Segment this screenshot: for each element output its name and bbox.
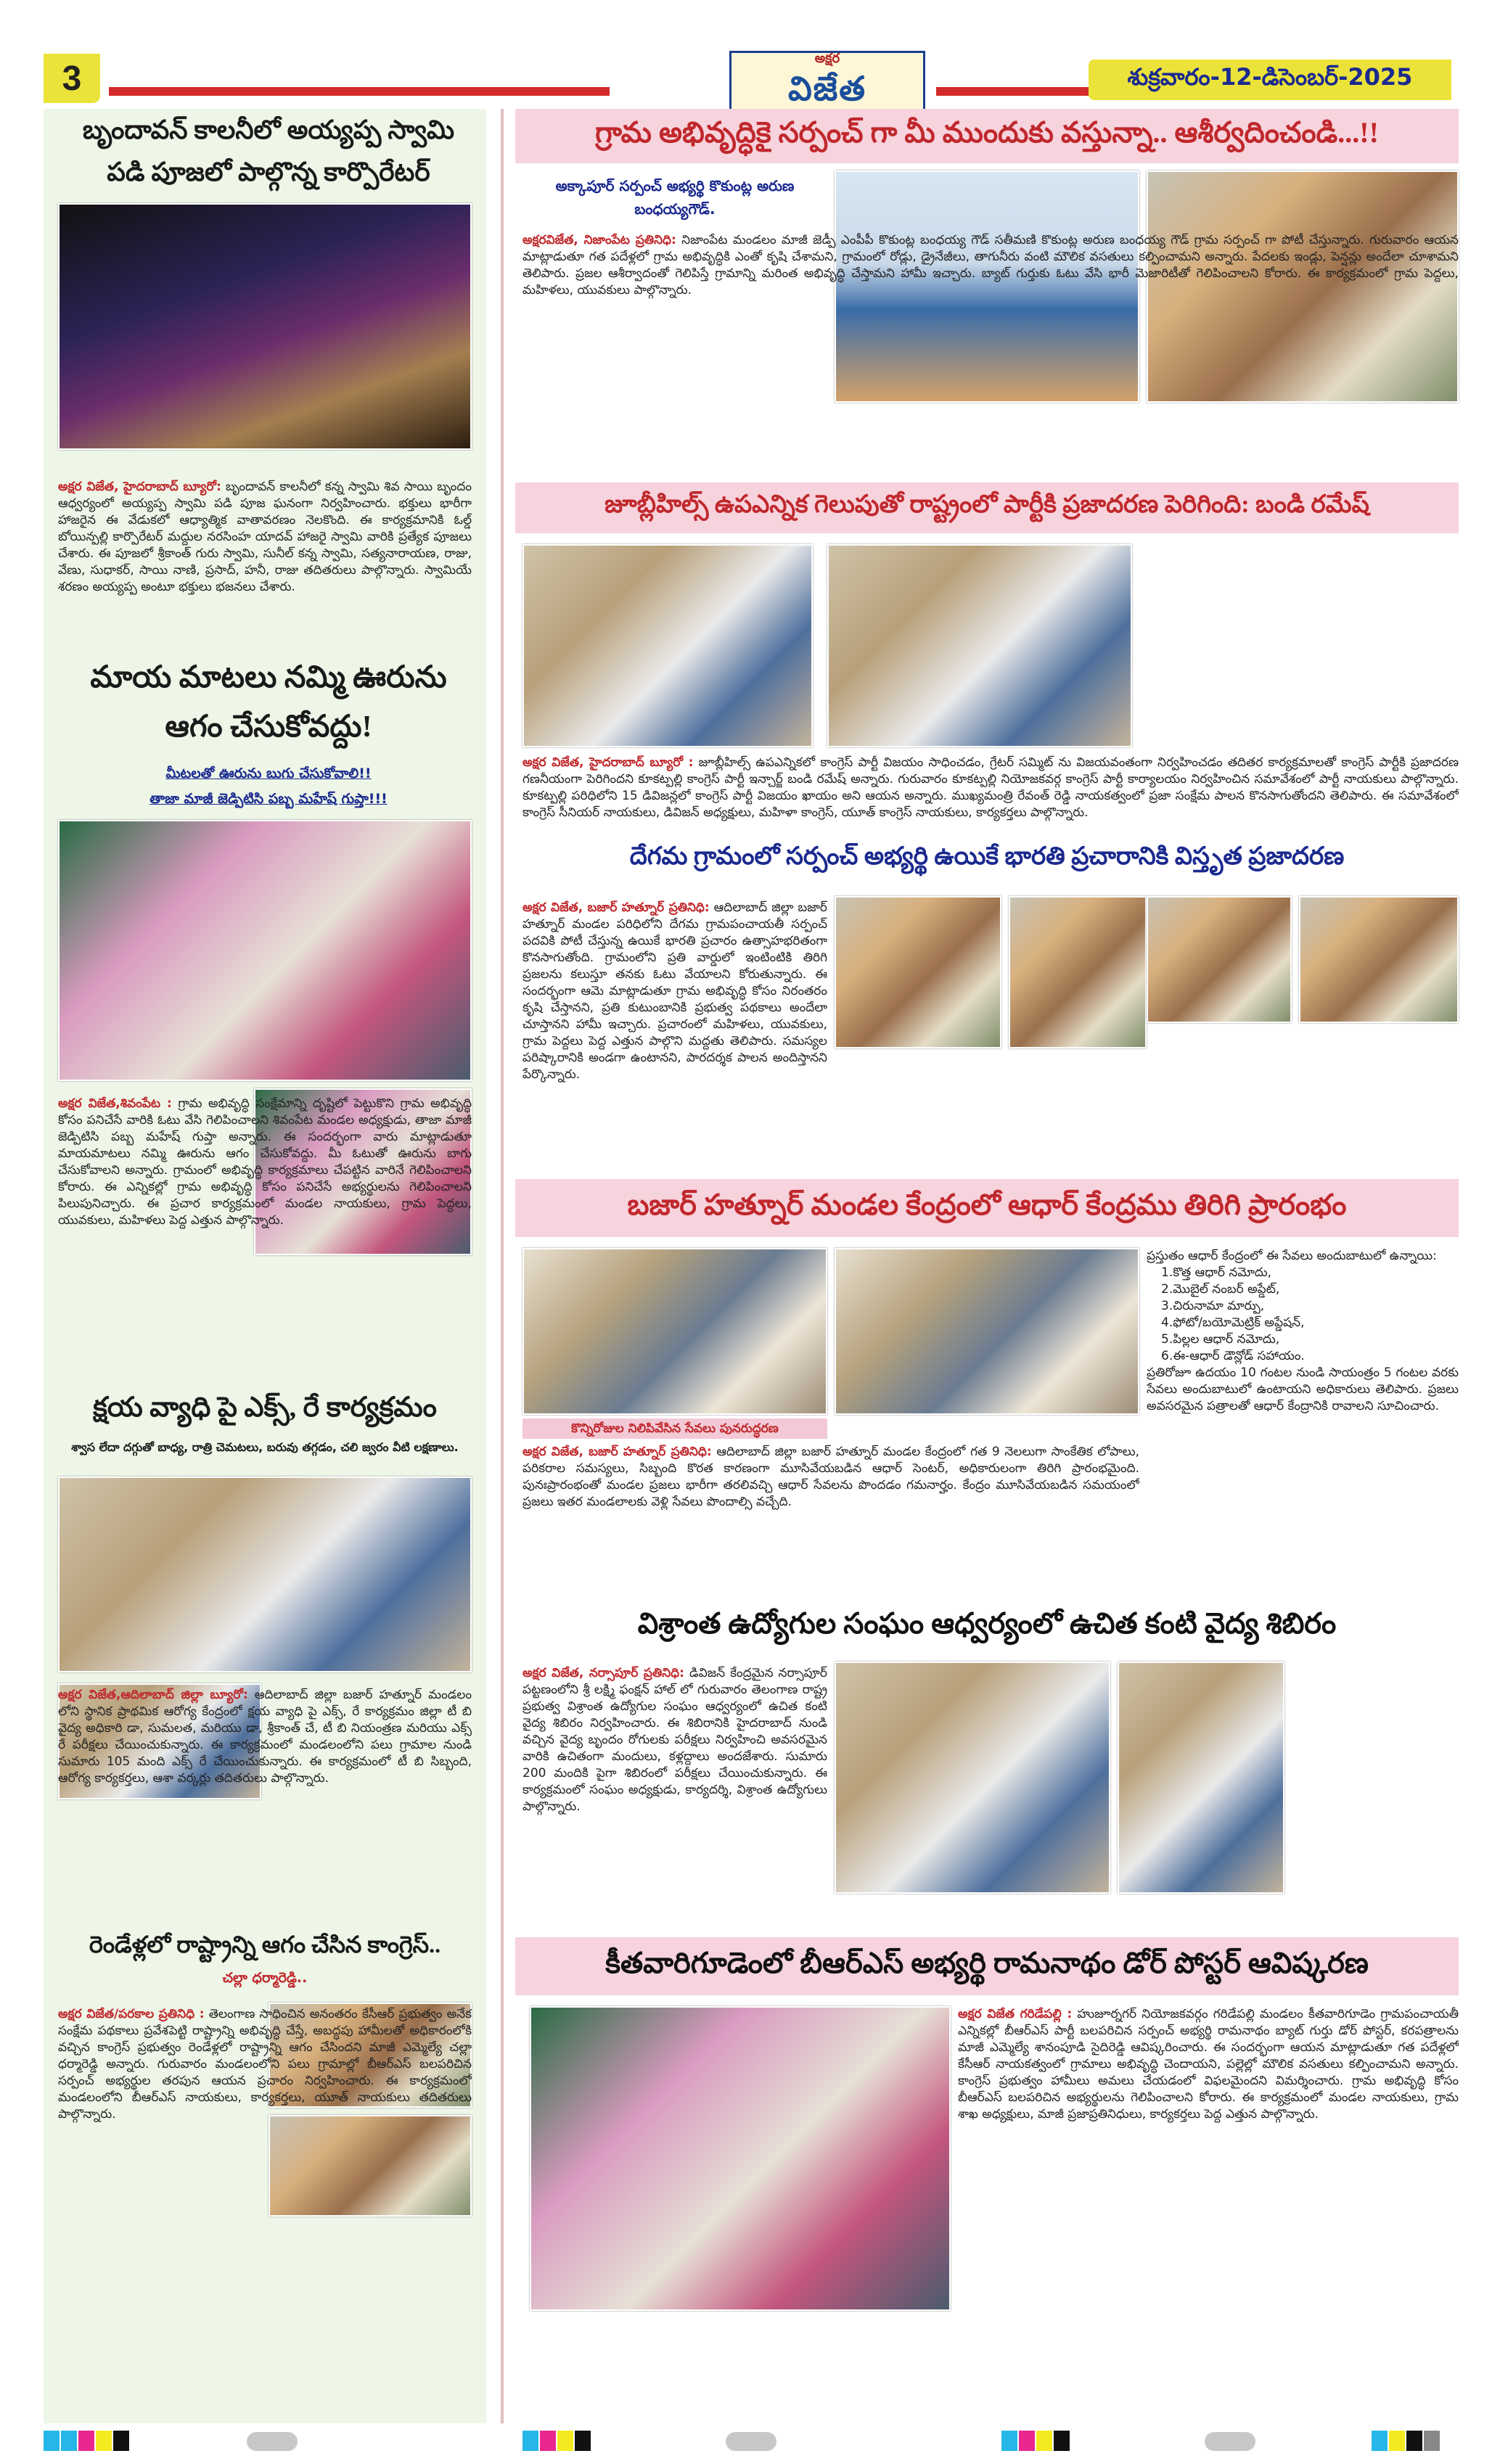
- article-1-photo: [58, 203, 472, 450]
- column-divider: [501, 109, 504, 2423]
- article-b4-text-2: ప్రతిరోజూ ఉదయం 10 గంటల నుండి సాయంత్రం 5 గంటల వరకు సేవలు అందుబాటులో ఉంటాయని అధికారులు తెలిపారు. ప్రజలు అవసరమైన పత్రాలతో ఆధార్ కేంద్రానికి రావాలని సూచించారు.: [1147, 1366, 1459, 1413]
- article-2-byline: అక్షర విజేత,శివంపేట :: [58, 1096, 172, 1111]
- article-b3-photo-2: [1009, 896, 1147, 1048]
- article-b1-byline: అక్షరవిజేత, నిజాంపేట ప్రతినిధి:: [522, 233, 676, 247]
- article-b3-title: దేగమ గ్రామంలో సర్పంచ్ అభ్యర్థి ఉయికే భారతి ప్రచారానికి విస్తృత ప్రజాదరణ: [629, 843, 1345, 870]
- article-b5-byline: అక్షర విజేత, నర్సాపూర్ ప్రతినిధి:: [522, 1666, 684, 1680]
- masthead-logo: [729, 51, 925, 116]
- article-3-subtitle: శ్వాస లేదా దగ్గుతో బాధ్య, రాత్రి చెమటలు, బరువు తగ్గడం, చలి జ్వరం వీటి లక్షణాలు.: [71, 1440, 459, 1454]
- article-2-title: మాయ మాటలు నమ్మి ఊరును ఆగం చేసుకోవద్దు!: [90, 661, 447, 744]
- article-4-subtitle: చల్లా ధర్మారెడ్డి..: [222, 1970, 308, 1986]
- article-b6-photo: [530, 2006, 951, 2311]
- article-2-subtitle-1: మీటలతో ఊరును బుగు చేసుకోవాలి!!: [165, 765, 372, 781]
- registration-pill: [247, 2432, 298, 2451]
- article-b4-title: బజార్ హత్నూర్ మండల కేంద్రంలో ఆధార్ కేంద్రము తిరిగి ప్రారంభం: [515, 1179, 1459, 1237]
- registration-swatch: [1019, 2431, 1035, 2451]
- list-item: 3.చిరునామా మార్పు,: [1161, 1299, 1265, 1313]
- article-2-body: [58, 1096, 472, 1379]
- article-1-title: బృందావన్ కాలనీలో అయ్యప్ప స్వామి పడి పూజలో పాల్గొన్న కార్పొరేటర్: [82, 115, 455, 186]
- article-2-photo-1: [58, 820, 472, 1081]
- article-4-text: తెలంగాణ సాధించిన అనంతరం కేసీఆర్ ప్రభుత్వం అనేక సంక్షేమ పథకాలు ప్రవేశపెట్టి రాష్ట్రాన్ని అభివృద్ధి చేస్తే, అబద్ధపు హామీలతో అధికారంలోకి వచ్చిన కాంగ్రెస్ ప్రభుత్వం రెండేళ్లలో రాష్ట్రాన్ని ఆగం చేసిందని మాజీ ఎమ్మెల్యే చల్లా ధర్మారెడ్డి అన్నారు. గురువారం మండలంలోని పలు గ్రామాల్లో బీఆర్ఎస్ బలపరిచిన సర్పంచ్ అభ్యర్థుల తరపున ఆయన ప్రచారం నిర్వహించారు. ఈ కార్యక్రమంలో మండలంలోని బీఆర్ఎస్ నాయకులు, కార్యకర్తలు, యూత్ నాయకులు తదితరులు పాల్గొన్నారు.: [58, 2007, 472, 2122]
- article-b6-body: [958, 2006, 1459, 2412]
- article-b6-title: కీతవారిగూడెంలో బీఆర్ఎస్ అభ్యర్థి రామనాథం డోర్ పోస్టర్ ఆవిష్కరణ: [515, 1937, 1459, 1995]
- article-b4-body: [522, 1444, 1139, 1589]
- article-b3-body: [522, 900, 827, 1168]
- article-b2-photo-1: [522, 544, 813, 747]
- article-4-title: రెండేళ్లలో రాష్ట్రాన్ని ఆగం చేసిన కాంగ్రెస్..: [89, 1931, 441, 1958]
- article-b1-body: [522, 232, 1459, 472]
- registration-swatch: [96, 2431, 112, 2451]
- header-rule-left: [109, 87, 610, 96]
- registration-swatch: [44, 2431, 60, 2451]
- registration-swatch: [540, 2431, 556, 2451]
- registration-swatch: [1036, 2431, 1052, 2451]
- registration-swatch: [1054, 2431, 1070, 2451]
- registration-swatch: [1424, 2431, 1440, 2451]
- article-b3-photo-3: [1147, 896, 1292, 1023]
- article-b3-text: ఆదిలాబాద్ జిల్లా బజార్ హత్నూర్ మండల పరిధిలోని దేగమ గ్రామపంచాయతీ సర్పంచ్ పదవికి పోటీ చేస్తున్న ఉయికే భారతి ప్రచారం ఉత్సాహభరితంగా కొనసాగుతోంది. గ్రామంలోని ప్రతి వార్డులో ఇంటింటికి తిరిగి ప్రజలను కలుస్తూ తనకు ఓటు వేయాలని కోరుతున్నారు. ఈ సందర్భంగా ఆమె మాట్లాడుతూ గ్రామ అభివృద్ధి కోసం నిరంతరం కృషి చేస్తానని, ప్రతి కుటుంబానికి ప్రభుత్వ పథకాలు అందేలా చూస్తానని హామీ ఇచ్చారు. ప్రచారంలో మహిళలు, యువకులు, గ్రామ పెద్దలు పెద్ద ఎత్తున పాల్గొని మద్దతు తెలిపారు. సమస్యల పరిష్కారానికి అండగా ఉంటానని, పారదర్శక పాలన అందిస్తానని పేర్కొన్నారు.: [522, 900, 827, 1082]
- article-b1-title: గ్రామ అభివృద్ధికై సర్పంచ్ గా మీ ముందుకు వస్తున్నా.. ఆశీర్వదించండి...!!: [515, 109, 1459, 163]
- registration-swatch: [78, 2431, 94, 2451]
- article-b2-title: జూబ్లీహిల్స్ ఉపఎన్నిక గెలుపుతో రాష్ట్రంలో పార్టీకి ప్రజాదరణ పెరిగింది: బండి రమేష్: [515, 482, 1459, 533]
- article-b2-photo-2: [827, 544, 1132, 747]
- page-number: 3: [44, 54, 100, 103]
- article-b3-byline: అక్షర విజేత, బజార్ హత్నూర్ ప్రతినిధి:: [522, 900, 710, 915]
- registration-swatch: [1406, 2431, 1422, 2451]
- registration-pill: [1205, 2432, 1255, 2451]
- list-item: 5.పిల్లల ఆధార్ నమోదు,: [1161, 1332, 1280, 1347]
- article-3-title: క్షయ వ్యాధి పై ఎక్స్, రే కార్యక్రమం: [93, 1392, 437, 1423]
- article-2-subtitle-2: తాజా మాజీ జెడ్పిటిసి పబ్బ మహేష్ గుప్తా!!!: [149, 791, 388, 807]
- article-1-byline: అక్షర విజేత, హైదరాబాద్ బ్యూరో:: [58, 480, 221, 494]
- article-b4-list-intro: ప్రస్తుతం ఆధార్ కేంద్రంలో ఈ సేవలు అందుబాటులో ఉన్నాయి:: [1147, 1249, 1437, 1263]
- registration-swatch: [575, 2431, 591, 2451]
- article-3-text: ఆదిలాబాద్ జిల్లా బజార్ హత్నూర్ మండలం లోని స్థానిక ప్రాథమిక ఆరోగ్య కేంద్రంలో క్షయ వ్యాధి పై ఎక్స్, రే కార్యక్రమం జిల్లా టీ బి వైద్య అధికారి డా, సుమలత, మరియు డా, శ్రీకాంత్ చే, టీ బి నియంత్రణ మరియు ఎక్స్ రే పరీక్షలు చేయించుకున్నారు. ఈ కార్యక్రమంలో మండలంలోని పలు గ్రామాల నుండి సుమారు 105 మంది ఎక్స్ రే చేయించుకున్నారు. ఈ కార్యక్రమంలో టీ బి సిబ్బంది, ఆరోగ్య కార్యకర్తలు, ఆశా వర్కర్లు తదితరులు పాల్గొన్నారు.: [58, 1688, 472, 1786]
- article-b4-photo-2: [835, 1248, 1139, 1415]
- list-item: 4.ఫోటో/బయోమెట్రిక్ అప్డేషన్,: [1161, 1315, 1305, 1330]
- article-2-text: గ్రామ అభివృద్ధి సంక్షేమాన్ని దృష్టిలో పెట్టుకొని గ్రామ అభివృద్ధి కోసం పనిచేసే వారికి ఓటు వేసి గెలిపించాలని శివంపేట మండల అధ్యక్షుడు, తాజా మాజీ జెడ్పిటిసి పబ్బ మహేష్ గుప్తా అన్నారు. ఈ సందర్భంగా వారు మాట్లాడుతూ మాయమాటలు నమ్మి ఊరును ఆగం చేసుకోవద్దు. మీ ఓటుతో ఊరును బాగు చేసుకోవాలని అన్నారు. గ్రామంలో అభివృద్ధి కార్యక్రమాలు చేపట్టిన వారినే గెలిపించాలని కోరారు. ఈ ఎన్నికల్లో గ్రామ అభివృద్ధి కోసం పనిచేసే అభ్యర్థులను గెలిపించాలని పిలుపునిచ్చారు. ఈ ప్రచార కార్యక్రమంలో మండల నాయకులు, గ్రామ పెద్దలు, యువకులు, మహిళలు పెద్ద ఎత్తున పాల్గొన్నారు.: [58, 1096, 472, 1228]
- article-b4-service-list: [1147, 1265, 1459, 1365]
- registration-swatch: [1001, 2431, 1017, 2451]
- list-item: 6.ఈ-ఆధార్ డౌన్లోడ్ సహాయం.: [1161, 1349, 1305, 1363]
- article-b5-photo-2: [1118, 1662, 1284, 1894]
- article-b3-photo-4: [1299, 896, 1459, 1023]
- registration-swatch: [522, 2431, 538, 2451]
- article-b4-byline: అక్షర విజేత, బజార్ హత్నూర్ ప్రతినిధి:: [522, 1445, 712, 1459]
- header-date: శుక్రవారం-12-డిసెంబర్-2025: [1089, 59, 1451, 100]
- registration-swatch: [557, 2431, 573, 2451]
- article-b4-photo-1: [522, 1248, 827, 1415]
- list-item: 2.మొబైల్ నంబర్ అప్డేట్,: [1161, 1282, 1280, 1297]
- article-b4-caption: కొన్నిరోజుల నిలిపివేసిన సేవలు పునరుద్ధరణ: [522, 1418, 827, 1439]
- article-b2-body: [522, 755, 1459, 827]
- registration-swatch: [61, 2431, 77, 2451]
- article-b5-body: [522, 1665, 827, 1926]
- article-b4-side: [1147, 1248, 1459, 1589]
- article-b4-text: ఆదిలాబాద్ జిల్లా బజార్ హత్నూర్ మండల కేంద్రంలో గత 9 నెలలుగా సాంకేతిక లోపాలు, పరికరాల సమస్యలు, సిబ్బంది కొరత కారణంగా మూసివేయబడిన ఆధార్ సెంటర్, అధికారులంగా తిరిగి ప్రారంభమైంది. పునఃప్రారంభంతో మండల ప్రజలు భారీగా తరలివచ్చి ఆధార్ సేవలను పొందడం గమనార్హం. కేంద్రం మూసివేయబడిన సమయంలో ప్రజలు ఇతర మండలాలకు వెళ్లి సేవలు పొందాల్సి వచ్చేది.: [522, 1445, 1139, 1509]
- article-4-body: [58, 2006, 472, 2412]
- header-rule-right: [936, 87, 1089, 96]
- article-b1-text: నిజాంపేట మండలం మాజీ జెడ్పీ ఎంపీపీ కొకుంట్ల బంధయ్య గౌడ్ సతీమణి కొకుంట్ల అరుణ బంధయ్య గౌడ్ గ్రామ సర్పంచ్ గా పోటీ చేస్తున్నారు. గురువారం ఆయన మాట్లాడుతూ గత పదేళ్లలో గ్రామ అభివృద్ధికి ఎంతో కృషి చేశామని, గ్రామంలో రోడ్లు, డ్రైనేజీలు, తాగునీరు వంటి మౌలిక వసతులు కల్పించామని అన్నారు. పేదలకు ఇండ్లు, పెన్షన్లు అందేలా చూశామని తెలిపారు. ప్రజల ఆశీర్వాదంతో గెలిపిస్తే గ్రామాన్ని మరింత అభివృద్ధి చేస్తామని హామీ ఇచ్చారు. బ్యాట్ గుర్తుకు ఓటు వేసి భారీ మెజారిటీతో గెలిపించాలని కోరారు. ఈ కార్యక్రమంలో గ్రామ పెద్దలు, మహిళలు, యువకులు పాల్గొన్నారు.: [522, 233, 1459, 297]
- article-b5-photo-1: [835, 1662, 1110, 1894]
- article-b6-text: హుజూర్నగర్ నియోజకవర్గం గరిడేపల్లి మండలం కీతవారిగూడెం గ్రామపంచాయతీ ఎన్నికల్లో బీఆర్ఎస్ పార్టీ బలపరిచిన సర్పంచ్ అభ్యర్థి రామనాథం బ్యాట్ గుర్తు డోర్ పోస్టర్, కరపత్రాలను మాజీ ఎమ్మెల్యే శానంపూడి సైదిరెడ్డి ఆవిష్కరించారు. ఈ సందర్భంగా ఆయన మాట్లాడుతూ గత పదేళ్లలో కేసీఆర్ నాయకత్వంలో గ్రామాలు అభివృద్ధి చెందాయని, పల్లెల్లో మౌలిక వసతులు కల్పించామని అన్నారు. కాంగ్రెస్ ప్రభుత్వం హామీలు అమలు చేయడంలో విఫలమైందని విమర్శించారు. గ్రామ అభివృద్ధి కోసం బీఆర్ఎస్ బలపరిచిన అభ్యర్థులను గెలిపించాలని కోరారు. ఈ కార్యక్రమంలో మండల నాయకులు, గ్రామ శాఖ అధ్యక్షులు, మాజీ ప్రజాప్రతినిధులు, కార్యకర్తలు పెద్ద ఎత్తున పాల్గొన్నారు.: [958, 2007, 1459, 2122]
- article-b5-title: విశ్రాంత ఉద్యోగుల సంఘం ఆధ్వర్యంలో ఉచిత కంటి వైద్య శిబిరం: [637, 1607, 1337, 1640]
- registration-pill: [726, 2432, 776, 2451]
- list-item: 1.కొత్త ఆధార్ నమోదు,: [1161, 1265, 1272, 1280]
- registration-swatch: [1389, 2431, 1405, 2451]
- article-b6-byline: అక్షర విజేత గరిడేపల్లి :: [958, 2007, 1073, 2021]
- article-1-text: బృందావన్ కాలనీలో కన్న స్వామి శివ సాయి బృందం ఆధ్వర్యంలో అయ్యప్ప స్వామి పడి పూజ ఘనంగా నిర్వహించారు. భక్తులు భారీగా హాజరైన ఈ వేడుకలో ఆధ్యాత్మిక వాతావరణం నెలకొంది. ఈ కార్యక్రమానికి ఓల్డ్ బోయిన్పల్లి కార్పొరేటర్ మద్దుల నరసింహ యాదవ్ హాజరై స్వామి వారికి ప్రత్యేక పూజలు చేశారు. ఈ పూజలో శ్రీకాంత్ గురు స్వామి, సునీల్ కన్న స్వామి, సత్యనారాయణ, రాజు, వేణు, సుధాకర్, సాయి నాణి, ప్రసాద్, హనీ, రాజు తదితరులు పాల్గొన్నారు. స్వామియే శరణం అయ్యప్ప అంటూ భక్తులు భజనలు చేశారు.: [58, 480, 472, 594]
- article-b2-byline: అక్షర విజేత, హైదరాబాద్ బ్యూరో :: [522, 755, 694, 770]
- registration-swatch: [113, 2431, 129, 2451]
- article-3-photo-1: [58, 1477, 472, 1672]
- article-b3-photo-1: [835, 896, 1001, 1048]
- logo-small-text: అక్షర: [814, 50, 840, 66]
- article-b2-text: జూబ్లీహిల్స్ ఉపఎన్నికలో కాంగ్రెస్ పార్టీ విజయం సాధించడం, గ్రేటర్ సమ్మిట్ ను విజయవంతంగా నిర్వహించడం తదితర కార్యక్రమాలతో కాంగ్రెస్ పార్టీకి ప్రజాదరణ గణనీయంగా పెరిగిందని కూకట్పల్లి కాంగ్రెస్ పార్టీ ఇన్చార్జ్ బండి రమేష్ అన్నారు. గురువారం కూకట్పల్లి నియోజకవర్గ కాంగ్రెస్ పార్టీ కార్యాలయం నిర్వహించిన సమావేశంలో పార్టీ నాయకులు పాల్గొన్నారు. కూకట్పల్లి పరిధిలోని 15 డివిజన్లలో కాంగ్రెస్ పార్టీ విజయం ఖాయం అని ఆయన అన్నారు. ముఖ్యమంత్రి రేవంత్ రెడ్డి నాయకత్వంలో ప్రజా సంక్షేమ పాలన కొనసాగుతోందని తెలిపారు. ఈ సమావేశంలో కాంగ్రెస్ సీనియర్ నాయకులు, డివిజన్ అధ్యక్షులు, మహిళా కాంగ్రెస్, యూత్ కాంగ్రెస్ నాయకులు, కార్యకర్తలు పాల్గొన్నారు.: [522, 755, 1459, 820]
- registration-swatch: [1372, 2431, 1388, 2451]
- article-1-body: [58, 479, 472, 646]
- article-3-body: [58, 1687, 472, 1919]
- article-b1-subtitle: అక్కాపూర్ సర్పంచ్ అభ్యర్థి కొకుంట్ల అరుణ బంధయ్యగౌడ్.: [555, 177, 795, 218]
- article-4-byline: అక్షర విజేత/పరకాల ప్రతినిధి :: [58, 2007, 205, 2021]
- logo-main-text: విజేత: [787, 68, 867, 108]
- article-3-byline: అక్షర విజేత,ఆదిలాబాద్ జిల్లా బ్యూరో:: [58, 1688, 248, 1702]
- article-b5-text: డివిజన్ కేంద్రమైన నర్సాపూర్ పట్టణంలోని శ్రీ లక్ష్మి ఫంక్షన్ హాల్ లో గురువారం తెలంగాణ రాష్ట్ర ప్రభుత్వ విశ్రాంత ఉద్యోగుల సంఘం ఆధ్వర్యంలో ఉచిత కంటి వైద్య శిబిరం నిర్వహించారు. ఈ శిబిరానికి హైదరాబాద్ నుండి వచ్చిన వైద్య బృందం రోగులకు పరీక్షలు నిర్వహించి అవసరమైన వారికి ఉచితంగా మందులు, కళ్లద్దాలు అందజేశారు. సుమారు 200 మందికి పైగా శిబిరంలో పరీక్షలు చేయించుకున్నారు. ఈ కార్యక్రమంలో సంఘం అధ్యక్షుడు, కార్యదర్శి, విశ్రాంత ఉద్యోగులు పాల్గొన్నారు.: [522, 1666, 827, 1814]
